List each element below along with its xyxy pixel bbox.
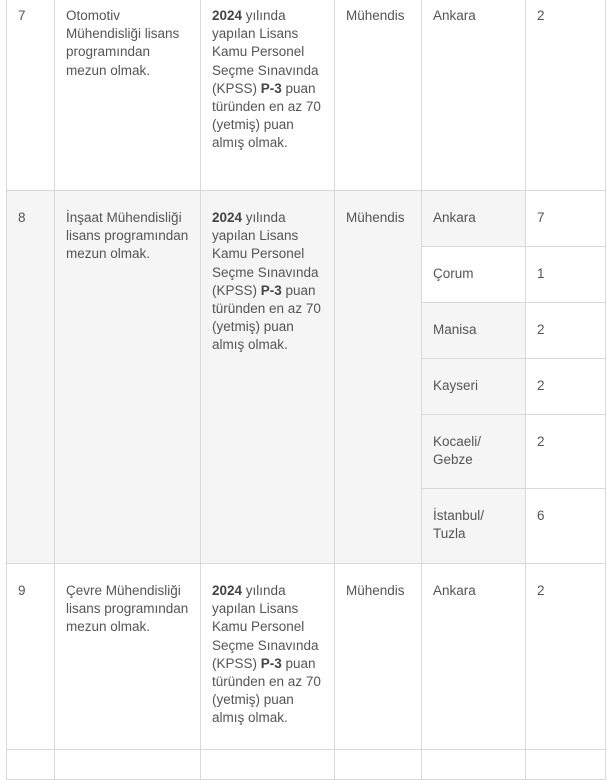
exam-requirement <box>201 0 335 191</box>
position-title: Mühendis <box>335 191 422 564</box>
row-cell-empty <box>526 750 606 780</box>
exam-year: 2024 <box>212 8 243 23</box>
location-count: 7 <box>526 191 606 247</box>
exam-score-type: P-3 <box>260 282 282 298</box>
exam-text-1: yılında yapılan Lisans Kamu Personel Seçme Sınavında (KPSS) <box>212 583 319 671</box>
table-row <box>7 191 606 247</box>
location-count: 2 <box>526 415 606 489</box>
location-count: 1 <box>526 247 606 303</box>
location-city: İstanbul/ Tuzla <box>422 489 526 564</box>
location-city: Kocaeli/ Gebze <box>422 415 526 489</box>
table-row <box>7 0 606 191</box>
row-number: 9 <box>7 564 55 750</box>
position-title: Mühendis <box>335 564 422 750</box>
location-count: 2 <box>526 359 606 415</box>
exam-score-type: P-3 <box>260 655 282 671</box>
exam-requirement <box>201 191 335 564</box>
location-count: 6 <box>526 489 606 564</box>
row-cell-empty <box>335 750 422 780</box>
location-city: Ankara <box>422 191 526 247</box>
program-requirement: Otomotiv Mühendisliği lisans programından mezun olmak. <box>55 0 201 191</box>
location-city: Ankara <box>422 0 526 191</box>
row-number: 7 <box>7 0 55 191</box>
location-city: Ankara <box>422 564 526 750</box>
row-cell-empty <box>201 750 335 780</box>
row-cell-empty <box>7 750 55 780</box>
row-number: 8 <box>7 191 55 564</box>
location-count: 2 <box>526 0 606 191</box>
table-row <box>7 750 606 780</box>
location-city: Kayseri <box>422 359 526 415</box>
program-requirement: Çevre Mühendisliği lisans programından mezun olmak. <box>55 564 201 750</box>
exam-requirement <box>201 564 335 750</box>
location-count: 2 <box>526 303 606 359</box>
location-city: Manisa <box>422 303 526 359</box>
position-title: Mühendis <box>335 0 422 191</box>
exam-text-2: puan türünden en az 70 (yetmiş) puan almış olmak. <box>212 282 321 353</box>
exam-text-1: yılında yapılan Lisans Kamu Personel Seçme Sınavında (KPSS) <box>212 210 319 298</box>
exam-year: 2024 <box>212 583 243 598</box>
exam-text-2: puan türünden en az 70 (yetmiş) puan almış olmak. <box>212 80 321 151</box>
exam-text-1: yılında yapılan Lisans Kamu Personel Seçme Sınavında (KPSS) <box>212 8 319 96</box>
row-cell-empty <box>422 750 526 780</box>
location-count: 2 <box>526 564 606 750</box>
exam-score-type: P-3 <box>260 80 282 96</box>
requirements-table <box>6 0 606 780</box>
row-cell-empty <box>55 750 201 780</box>
program-requirement: İnşaat Mühendisliği lisans programından mezun olmak. <box>55 191 201 564</box>
exam-year: 2024 <box>212 210 243 225</box>
exam-text-2: puan türünden en az 70 (yetmiş) puan almış olmak. <box>212 655 321 726</box>
table-row <box>7 564 606 750</box>
location-city: Çorum <box>422 247 526 303</box>
